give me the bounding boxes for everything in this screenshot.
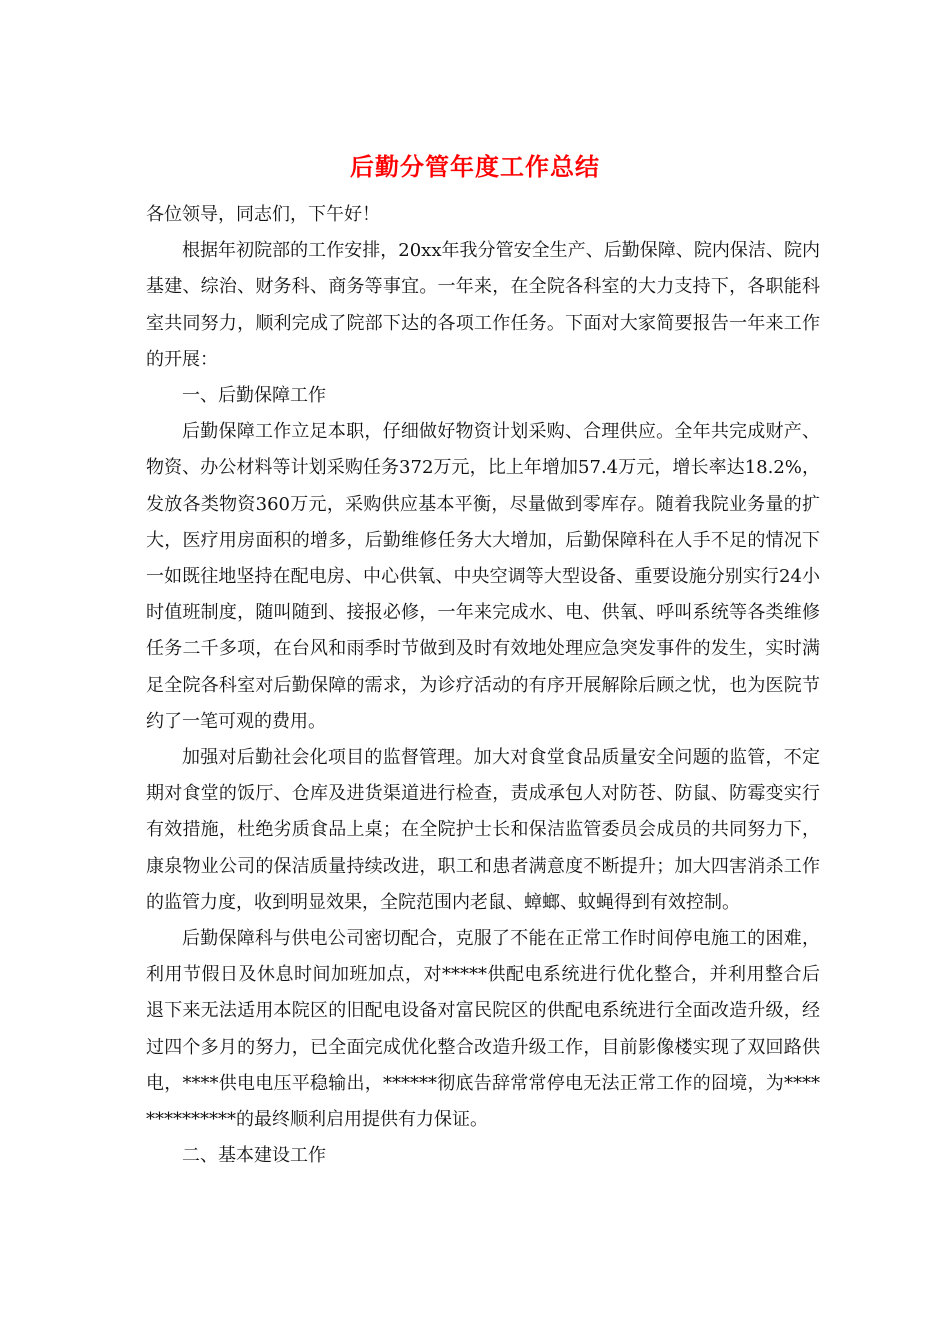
logistics-paragraph: 后勤保障工作立足本职，仔细做好物资计划采购、合理供应。全年共完成财产、物资、办公材料等计划采购任务372万元，比上年增加57.4万元，增长率达18.2%，发放各类物资360万元，采购供应基本平衡，尽量做到零库存。随着我院业务量的扩大，医疗用房面积的增多，后勤维修任务大大增加，后勤保障科在人手不足的情况下一如既往地坚持在配电房、中心供氧、中央空调等大型设备、重要设施分别实行24小时值班制度，随叫随到、接报必修，一年来完成水、电、供氧、呼叫系统等各类维修任务二千多项，在台风和雨季时节做到及时有效地处理应急突发事件的发生，实时满足全院各科室对后勤保障的需求，为诊疗活动的有序开展解除后顾之忧，也为医院节约了一笔可观的费用。	[146, 421, 820, 732]
outsourcing-supervision-paragraph: 加强对后勤社会化项目的监督管理。加大对食堂食品质量安全问题的监管，不定期对食堂的饭厅、仓库及进货渠道进行检查，责成承包人对防苍、防鼠、防霉变实行有效措施，杜绝劣质食品上桌；在全院护士长和保洁监管委员会成员的共同努力下，康泉物业公司的保洁质量持续改进，职工和患者满意度不断提升；加大四害消杀工作的监管力度，收到明显效果，全院范围内老鼠、蟑螂、蚊蝇得到有效控制。	[146, 747, 820, 913]
section-heading-logistics: 一、后勤保障工作	[182, 385, 326, 407]
section-heading-construction: 二、基本建设工作	[182, 1145, 326, 1167]
intro-paragraph: 根据年初院部的工作安排，20xx年我分管安全生产、后勤保障、院内保洁、院内基建、综治、财务科、商务等事宜。一年来，在全院各科室的大力支持下，各职能科室共同努力，顺利完成了院部下达的各项工作任务。下面对大家简要报告一年来工作的开展：	[146, 240, 820, 370]
power-supply-paragraph: 后勤保障科与供电公司密切配合，克服了不能在正常工作时间停电施工的困难，利用节假日及休息时间加班加点，对*****供配电系统进行优化整合，并利用整合后退下来无法适用本院区的旧配电设备对富民院区的供配电系统进行全面改造升级，经过四个多月的努力，已全面完成优化整合改造升级工作，目前影像楼实现了双回路供电，****供电电压平稳输出，******彻底告辞常常停电无法正常工作的囧境，为**************的最终顺利启用提供有力保证。	[146, 928, 820, 1131]
document-body	[146, 197, 820, 1174]
document-title: 后勤分管年度工作总结	[350, 152, 600, 181]
greeting-line: 各位领导，同志们，下午好！	[146, 204, 380, 225]
